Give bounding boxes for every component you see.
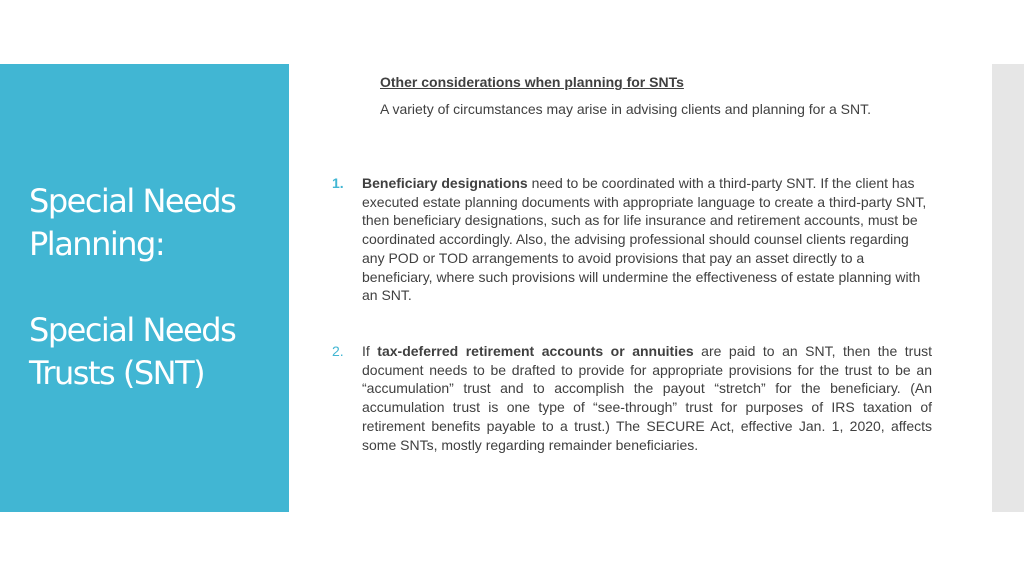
list-item-2-text: are paid to an SNT, then the trust document needs to be drafted to provide for appropriate provisions for the trust to be an “accumulation” trust and to accomplish the payout “stretch” for the beneficiary. (An accumulation trust is one type of “see-through” trust for purposes of IRS taxation of retirement benefits payable to a trust.) The SECURE Act, effective Jan. 1, 2020, affects some SNTs, mostly regarding remainder beneficiaries. [362,343,932,453]
list-item-1-text: need to be coordinated with a third-party SNT. If the client has executed estate planning documents with appropriate language to create a third-party SNT, then beneficiary designations, such as for life insurance and retirement accounts, must be coordinated accordingly. Also, the advising professional should counsel clients regarding any POD or TOD arrangements to avoid provisions that pay an asset directly to a beneficiary, where such provisions will undermine the effectiveness of estate planning with an SNT. [362,175,927,304]
list-number-1: 1. [332,175,344,191]
title-line-2: Planning: [29,225,165,263]
list-item-2 [332,342,932,454]
title-line-4: Trusts (SNT) [29,354,205,392]
list-item-2-bold: tax-deferred retirement accounts or annuities [377,343,694,359]
title-line-1: Special Needs [29,182,236,220]
list-item-2-body [362,342,932,454]
title-spacer [29,266,279,309]
right-accent-strip [992,64,1024,512]
list-item-1 [332,174,932,305]
list-item-1-bold: Beneficiary designations [362,175,528,191]
list-item-1-body [362,174,932,305]
slide-title [29,180,279,395]
intro-paragraph: A variety of circumstances may arise in advising clients and planning for a SNT. [380,101,872,117]
list-number-2: 2. [332,343,344,359]
content-heading: Other considerations when planning for SNTs [380,74,684,90]
list-item-2-lead: If [362,343,378,359]
title-line-3: Special Needs [29,311,236,349]
